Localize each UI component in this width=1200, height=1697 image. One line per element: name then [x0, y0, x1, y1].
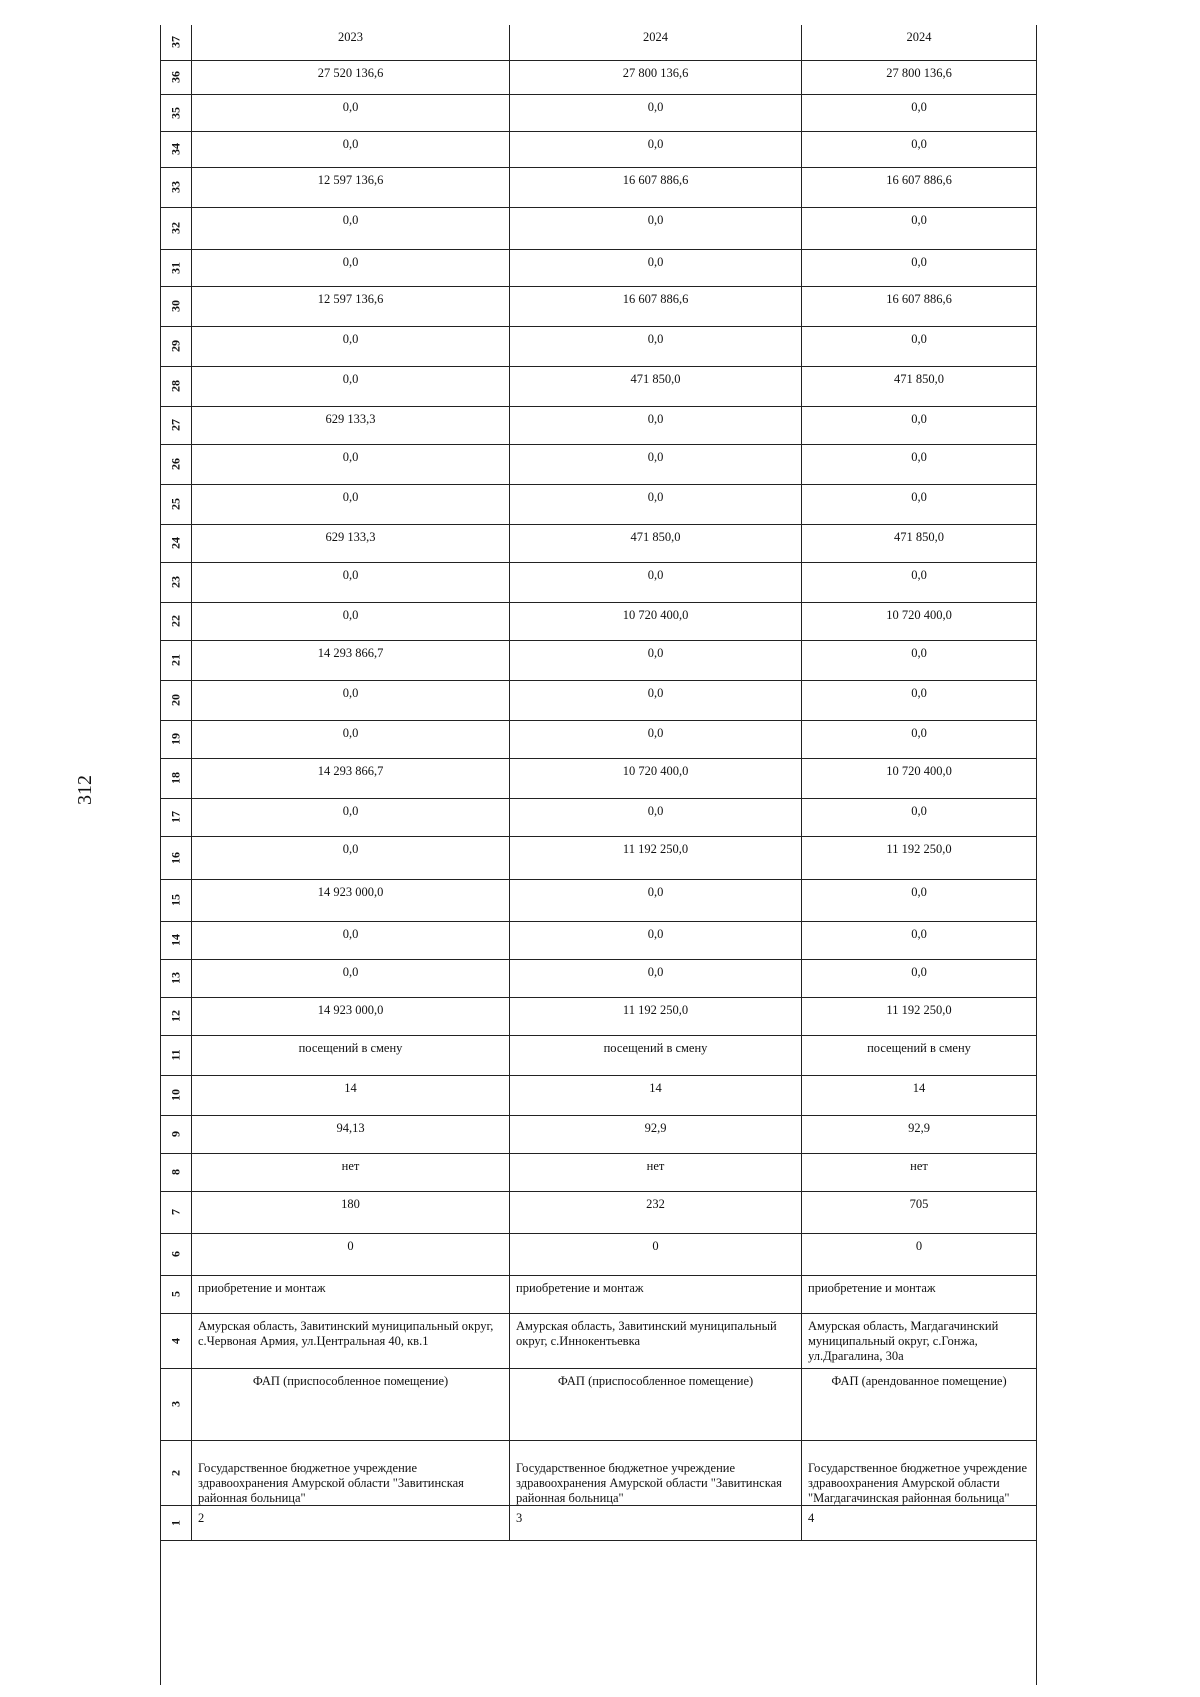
- table-cell: 14 293 866,7: [192, 759, 510, 798]
- row-number: [161, 25, 192, 60]
- row-number-label: 2: [168, 1469, 183, 1476]
- row-number: [161, 1314, 192, 1368]
- table-row: [161, 1192, 1036, 1234]
- table-cell: 0,0: [911, 885, 927, 899]
- table-cell: ФАП (приспособленное помещение): [192, 1369, 510, 1440]
- table-cell: 0,0: [510, 132, 802, 167]
- row-number: [161, 168, 192, 207]
- table-cell: 0,0: [510, 95, 802, 131]
- row-number-label: 35: [168, 106, 183, 119]
- table-cell: 232: [510, 1192, 802, 1233]
- row-number-label: 17: [168, 811, 183, 824]
- row-number: [161, 132, 192, 167]
- table-cell: приобретение и монтаж: [192, 1276, 510, 1313]
- table-cell: Амурская область, Завитинский муниципальный округ, с.Червоная Армия, ул.Центральная 40, кв.1: [192, 1314, 510, 1368]
- row-number-label: 6: [168, 1251, 183, 1258]
- table-cell: 0,0: [911, 568, 927, 582]
- table-cell: 0,0: [192, 603, 510, 640]
- table-cell: 92,9: [908, 1121, 930, 1135]
- table-row: [161, 445, 1036, 485]
- table-cell: 14: [912, 1081, 926, 1095]
- row-number-label: 26: [168, 458, 183, 471]
- table-cell: 0,0: [510, 208, 802, 249]
- table-cell: приобретение и монтаж: [808, 1281, 936, 1295]
- table-row: [161, 960, 1036, 998]
- table-cell: 0,0: [911, 686, 927, 700]
- table-row: [161, 603, 1036, 641]
- row-number-label: 33: [168, 181, 183, 194]
- row-number: [161, 759, 192, 798]
- table-cell: нет: [192, 1154, 510, 1191]
- table-row: [161, 525, 1036, 563]
- table-cell: 0,0: [510, 922, 802, 959]
- table-cell: 16 607 886,6: [886, 173, 952, 187]
- row-number: [161, 681, 192, 720]
- table-cell: 0,0: [911, 100, 927, 114]
- row-number-label: 18: [168, 772, 183, 785]
- table-row: [161, 1441, 1036, 1506]
- table-cell: 2023: [192, 25, 510, 60]
- row-number: [161, 287, 192, 326]
- table-cell: 0,0: [911, 137, 927, 151]
- table-cell: 94,13: [192, 1116, 510, 1153]
- table-cell: посещений в смену: [867, 1041, 971, 1055]
- table-cell: 16 607 886,6: [510, 168, 802, 207]
- table-cell: 0,0: [911, 332, 927, 346]
- table-cell: Государственное бюджетное учреждение здравоохранения Амурской области "Завитинская районная больница": [192, 1441, 510, 1505]
- row-number-label: 4: [168, 1337, 183, 1344]
- row-number-label: 36: [168, 71, 183, 84]
- row-number-label: 21: [168, 654, 183, 667]
- table-cell: 10 720 400,0: [510, 603, 802, 640]
- table-row: [161, 721, 1036, 759]
- table-row: [161, 250, 1036, 287]
- row-number-label: 32: [168, 222, 183, 235]
- row-number: [161, 1036, 192, 1075]
- row-number: [161, 407, 192, 444]
- row-number-label: 12: [168, 1010, 183, 1023]
- table-cell: 0,0: [192, 327, 510, 366]
- table-cell: 0,0: [192, 922, 510, 959]
- table-cell: 0,0: [911, 927, 927, 941]
- table-cell: нет: [910, 1159, 928, 1173]
- row-number: [161, 837, 192, 879]
- table-cell: 0,0: [510, 327, 802, 366]
- table-cell: 0,0: [192, 132, 510, 167]
- table-cell: 0,0: [911, 255, 927, 269]
- table-cell: 10 720 400,0: [886, 764, 952, 778]
- table-row: [161, 641, 1036, 681]
- table-cell: 471 850,0: [510, 367, 802, 406]
- table-cell: посещений в смену: [510, 1036, 802, 1075]
- table-row: [161, 880, 1036, 922]
- table-row: [161, 759, 1036, 799]
- table-cell: 471 850,0: [894, 372, 944, 386]
- table-cell: ФАП (приспособленное помещение): [510, 1369, 802, 1440]
- table-cell: 0,0: [510, 880, 802, 921]
- page-number: 312: [74, 775, 96, 805]
- row-number-label: 23: [168, 576, 183, 589]
- table-row: [161, 25, 1036, 61]
- row-number-label: 11: [168, 1049, 183, 1061]
- table-row: [161, 95, 1036, 132]
- row-number: [161, 250, 192, 286]
- table-cell: 27 520 136,6: [192, 61, 510, 94]
- table-cell: 14 923 000,0: [192, 998, 510, 1035]
- row-number: [161, 208, 192, 249]
- table-row: [161, 287, 1036, 327]
- table-cell: 11 192 250,0: [886, 1003, 952, 1017]
- table-row: [161, 1369, 1036, 1441]
- table-row: [161, 837, 1036, 880]
- row-number: [161, 61, 192, 94]
- table-row: [161, 168, 1036, 208]
- table-row: [161, 1154, 1036, 1192]
- row-number: [161, 960, 192, 997]
- table-row: [161, 1276, 1036, 1314]
- table-cell: Государственное бюджетное учреждение здравоохранения Амурской области "Завитинская районная больница": [510, 1441, 802, 1505]
- table-cell: 2024: [906, 30, 932, 44]
- row-number: [161, 1441, 192, 1505]
- row-number: [161, 1116, 192, 1153]
- table-row: [161, 1314, 1036, 1369]
- row-number: [161, 1076, 192, 1115]
- table-row: [161, 132, 1036, 168]
- table-cell: 0,0: [911, 490, 927, 504]
- table-row: [161, 681, 1036, 721]
- table-cell: 0,0: [911, 726, 927, 740]
- table-cell: 0,0: [911, 450, 927, 464]
- row-number: [161, 525, 192, 562]
- table-cell: 0,0: [192, 250, 510, 286]
- row-number: [161, 367, 192, 406]
- row-number: [161, 1369, 192, 1440]
- row-number-label: 37: [168, 36, 183, 49]
- table-cell: 0,0: [510, 485, 802, 524]
- table-cell: 629 133,3: [192, 407, 510, 444]
- table-row: [161, 998, 1036, 1036]
- table-cell: 27 800 136,6: [510, 61, 802, 94]
- row-number: [161, 563, 192, 602]
- table-cell: 0,0: [510, 799, 802, 836]
- table-cell: 0,0: [911, 646, 927, 660]
- table-cell: 14 293 866,7: [192, 641, 510, 680]
- table-cell: 0,0: [510, 407, 802, 444]
- row-number: [161, 327, 192, 366]
- table-cell: 180: [192, 1192, 510, 1233]
- row-number-label: 29: [168, 340, 183, 353]
- table-cell: Государственное бюджетное учреждение здравоохранения Амурской области "Магдагачинская районная больница": [808, 1461, 1028, 1505]
- row-number: [161, 998, 192, 1035]
- table-cell: 11 192 250,0: [886, 842, 952, 856]
- row-number-label: 5: [168, 1291, 183, 1298]
- table-row: [161, 922, 1036, 960]
- row-number-label: 15: [168, 894, 183, 907]
- table-cell: 0,0: [911, 412, 927, 426]
- table-cell: 0,0: [192, 563, 510, 602]
- table-cell: 12 597 136,6: [192, 168, 510, 207]
- table-row: [161, 1036, 1036, 1076]
- table-cell: 0,0: [510, 563, 802, 602]
- table-cell: 14: [192, 1076, 510, 1115]
- row-number-label: 34: [168, 143, 183, 156]
- table-cell: 0,0: [510, 681, 802, 720]
- row-number: [161, 603, 192, 640]
- table-cell: 2024: [510, 25, 802, 60]
- table-cell: 0,0: [192, 95, 510, 131]
- table-row: [161, 208, 1036, 250]
- row-number-label: 30: [168, 300, 183, 313]
- row-number-label: 27: [168, 419, 183, 432]
- table-cell: 0,0: [911, 804, 927, 818]
- row-number-label: 13: [168, 972, 183, 985]
- row-number-label: 20: [168, 694, 183, 707]
- row-number-label: 14: [168, 934, 183, 947]
- table-cell: 0,0: [192, 681, 510, 720]
- row-number: [161, 1154, 192, 1191]
- row-number: [161, 485, 192, 524]
- table-cell: 0,0: [192, 367, 510, 406]
- table-cell: 0,0: [192, 799, 510, 836]
- table-cell: 14: [510, 1076, 802, 1115]
- table-row: [161, 799, 1036, 837]
- table-cell: 0,0: [911, 213, 927, 227]
- table-cell: 0,0: [192, 445, 510, 484]
- table-cell: нет: [510, 1154, 802, 1191]
- table-cell: 0,0: [192, 960, 510, 997]
- data-table: [160, 25, 1037, 1685]
- table-cell: 4: [808, 1511, 815, 1525]
- table-cell: 12 597 136,6: [192, 287, 510, 326]
- row-number: [161, 1234, 192, 1275]
- row-number-label: 28: [168, 380, 183, 393]
- row-number: [161, 880, 192, 921]
- table-cell: 0,0: [911, 965, 927, 979]
- table-cell: 2: [192, 1506, 510, 1540]
- table-row: [161, 367, 1036, 407]
- table-cell: 3: [510, 1506, 802, 1540]
- table-cell: посещений в смену: [192, 1036, 510, 1075]
- table-cell: 0,0: [510, 445, 802, 484]
- table-row: [161, 1116, 1036, 1154]
- table-row: [161, 1506, 1036, 1541]
- table-row: [161, 1234, 1036, 1276]
- table-row: [161, 563, 1036, 603]
- table-cell: 0: [192, 1234, 510, 1275]
- row-number-label: 10: [168, 1089, 183, 1102]
- table-row: [161, 1076, 1036, 1116]
- row-number: [161, 95, 192, 131]
- table-row: [161, 485, 1036, 525]
- table-cell: 0,0: [192, 208, 510, 249]
- table-cell: 471 850,0: [510, 525, 802, 562]
- row-number-label: 1: [168, 1519, 183, 1526]
- table-row: [161, 407, 1036, 445]
- row-number-label: 7: [168, 1209, 183, 1216]
- row-number-label: 22: [168, 615, 183, 628]
- row-number-label: 19: [168, 733, 183, 746]
- table-cell: 10 720 400,0: [886, 608, 952, 622]
- table-cell: 0,0: [192, 485, 510, 524]
- row-number: [161, 1506, 192, 1540]
- row-number: [161, 641, 192, 680]
- table-cell: 0,0: [510, 250, 802, 286]
- row-number: [161, 922, 192, 959]
- table-row: [161, 61, 1036, 95]
- table-cell: 16 607 886,6: [510, 287, 802, 326]
- table-cell: 0,0: [510, 960, 802, 997]
- table-cell: 16 607 886,6: [886, 292, 952, 306]
- row-number: [161, 1276, 192, 1313]
- row-number-label: 25: [168, 498, 183, 511]
- row-number: [161, 445, 192, 484]
- table-cell: Амурская область, Завитинский муниципальный округ, с.Иннокентьевка: [510, 1314, 802, 1368]
- row-number-label: 9: [168, 1131, 183, 1138]
- row-number-label: 16: [168, 851, 183, 864]
- row-number-label: 3: [168, 1401, 183, 1408]
- table-cell: 0,0: [192, 721, 510, 758]
- table-cell: 705: [909, 1197, 929, 1211]
- row-number: [161, 799, 192, 836]
- row-number-label: 8: [168, 1169, 183, 1176]
- table-row: [161, 327, 1036, 367]
- table-cell: 0,0: [192, 837, 510, 879]
- table-cell: 629 133,3: [192, 525, 510, 562]
- table-cell: 11 192 250,0: [510, 837, 802, 879]
- table-cell: 0: [915, 1239, 923, 1253]
- table-cell: приобретение и монтаж: [510, 1276, 802, 1313]
- table-cell: 11 192 250,0: [510, 998, 802, 1035]
- table-cell: 27 800 136,6: [886, 66, 952, 80]
- table-cell: ФАП (арендованное помещение): [831, 1374, 1007, 1388]
- row-number: [161, 721, 192, 758]
- row-number-label: 31: [168, 261, 183, 274]
- table-cell: 0: [510, 1234, 802, 1275]
- table-cell: 14 923 000,0: [192, 880, 510, 921]
- table-cell: 471 850,0: [894, 530, 944, 544]
- row-number-label: 24: [168, 537, 183, 550]
- row-number: [161, 1192, 192, 1233]
- table-cell: Амурская область, Магдагачинский муниципальный округ, с.Гонжа, ул.Драгалина, 30а: [808, 1319, 999, 1363]
- table-cell: 92,9: [510, 1116, 802, 1153]
- table-cell: 10 720 400,0: [510, 759, 802, 798]
- table-cell: 0,0: [510, 721, 802, 758]
- table-cell: 0,0: [510, 641, 802, 680]
